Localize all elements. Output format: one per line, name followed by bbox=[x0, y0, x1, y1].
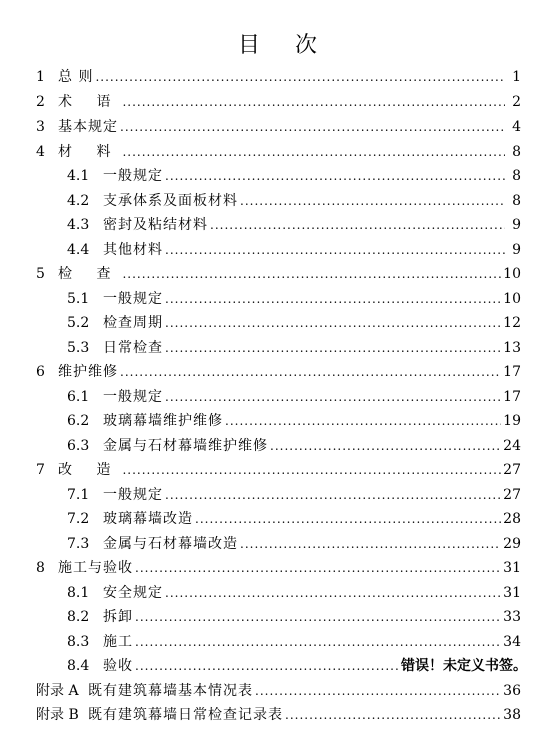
toc-entry-number: 6.1 bbox=[67, 389, 90, 405]
toc-entry-number: 7.3 bbox=[67, 536, 90, 552]
toc-entry-title: 一般规定 bbox=[103, 168, 163, 184]
toc-entry-page: 28 bbox=[503, 511, 521, 527]
toc-entry-number: 附录 B bbox=[36, 707, 79, 723]
toc-entry-number: 1 bbox=[36, 69, 45, 85]
leader-dots bbox=[135, 632, 501, 652]
toc-entry-title: 既有建筑幕墙日常检查记录表 bbox=[88, 707, 283, 723]
toc-entry-page: 12 bbox=[503, 315, 521, 331]
toc-entry[interactable] bbox=[36, 705, 521, 725]
toc-entry-title: 其他材料 bbox=[103, 242, 163, 258]
leader-dots bbox=[122, 460, 501, 480]
toc-entry-title: 拆卸 bbox=[103, 609, 133, 625]
toc-entry-page: 34 bbox=[503, 634, 521, 650]
toc-entry-number: 8.3 bbox=[67, 634, 90, 650]
leader-dots bbox=[225, 411, 501, 431]
toc-entry-page: 31 bbox=[503, 585, 521, 601]
toc-entry[interactable] bbox=[36, 558, 521, 578]
toc-entry-page: 19 bbox=[503, 413, 521, 429]
toc-entry-number: 4.1 bbox=[67, 168, 90, 184]
toc-entry-title: 基本规定 bbox=[58, 119, 118, 135]
leader-dots bbox=[240, 534, 501, 554]
toc-entry-page: 36 bbox=[503, 683, 521, 699]
toc-entry-number: 6.3 bbox=[67, 438, 90, 454]
leader-dots bbox=[285, 705, 501, 725]
leader-dots bbox=[270, 436, 501, 456]
toc-entry[interactable] bbox=[36, 264, 521, 284]
toc-entry[interactable] bbox=[67, 313, 521, 333]
toc-entry-number: 7.2 bbox=[67, 511, 90, 527]
leader-dots bbox=[120, 362, 501, 382]
leader-dots bbox=[255, 681, 501, 701]
toc-entry-number: 5.1 bbox=[67, 291, 90, 307]
toc-entry[interactable] bbox=[67, 338, 521, 358]
leader-dots bbox=[120, 117, 505, 137]
leader-dots bbox=[165, 240, 505, 260]
toc-entry-page: 24 bbox=[503, 438, 521, 454]
toc-entry-title: 一般规定 bbox=[103, 291, 163, 307]
toc-entry-number: 附录 A bbox=[36, 683, 79, 699]
toc-entry-number: 6 bbox=[36, 364, 45, 380]
toc-entry[interactable] bbox=[36, 117, 521, 137]
toc-entry-title: 金属与石材幕墙改造 bbox=[103, 536, 238, 552]
leader-dots bbox=[165, 313, 501, 333]
toc-entry-number: 4.4 bbox=[67, 242, 90, 258]
toc-entry-number: 7.1 bbox=[67, 487, 90, 503]
toc-entry-title: 总 则 bbox=[58, 69, 94, 85]
toc-entry-number: 6.2 bbox=[67, 413, 90, 429]
toc-entry-number: 8.1 bbox=[67, 585, 90, 601]
toc-entry-number: 2 bbox=[36, 94, 45, 110]
toc-entry-number: 4.2 bbox=[67, 193, 90, 209]
toc-entry[interactable] bbox=[36, 92, 521, 112]
toc-entry-page: 4 bbox=[512, 119, 521, 135]
toc-entry-title: 密封及粘结材料 bbox=[103, 217, 208, 233]
toc-entry-title: 检查周期 bbox=[103, 315, 163, 331]
toc-entry-title: 一般规定 bbox=[103, 389, 163, 405]
toc-entry[interactable] bbox=[67, 656, 527, 676]
toc-entry-title: 安全规定 bbox=[103, 585, 163, 601]
toc-entry-page: 8 bbox=[512, 193, 521, 209]
toc-entry-title: 一般规定 bbox=[103, 487, 163, 503]
toc-entry-title: 日常检查 bbox=[103, 340, 163, 356]
toc-entry-page: 8 bbox=[512, 144, 521, 160]
toc-entry[interactable] bbox=[36, 67, 521, 87]
leader-dots bbox=[165, 485, 501, 505]
toc-entry-page: 17 bbox=[503, 364, 521, 380]
toc-entry-title: 玻璃幕墙改造 bbox=[103, 511, 193, 527]
toc-entry-page: 38 bbox=[503, 707, 521, 723]
toc-entry-number: 4.3 bbox=[67, 217, 90, 233]
toc-entry-title: 玻璃幕墙维护维修 bbox=[103, 413, 223, 429]
toc-entry-page: 10 bbox=[503, 291, 521, 307]
toc-entry-page: 9 bbox=[512, 217, 521, 233]
leader-dots bbox=[122, 92, 505, 112]
toc-entry[interactable] bbox=[67, 436, 521, 456]
leader-dots bbox=[165, 166, 505, 186]
toc-entry[interactable] bbox=[67, 289, 521, 309]
leader-dots bbox=[165, 289, 501, 309]
page-title: 目 次 bbox=[238, 33, 331, 58]
toc-entry[interactable] bbox=[36, 681, 521, 701]
toc-entry-page: 29 bbox=[503, 536, 521, 552]
toc-entry-title: 支承体系及面板材料 bbox=[103, 193, 238, 209]
toc-entry[interactable] bbox=[67, 240, 521, 260]
toc-entry-page: 2 bbox=[512, 94, 521, 110]
toc-entry-page: 27 bbox=[503, 462, 521, 478]
leader-dots bbox=[122, 142, 505, 162]
toc-entry-number: 5 bbox=[36, 266, 45, 282]
toc-entry-page: 10 bbox=[503, 266, 521, 282]
toc-entry-number: 3 bbox=[36, 119, 45, 135]
toc-entry-number: 4 bbox=[36, 144, 45, 160]
toc-entry-page: 31 bbox=[503, 560, 521, 576]
leader-dots bbox=[165, 338, 501, 358]
leader-dots bbox=[210, 215, 505, 235]
leader-dots bbox=[95, 67, 505, 87]
toc-entry[interactable] bbox=[67, 215, 521, 235]
toc-entry-title: 验收 bbox=[103, 658, 133, 674]
toc-entry-title: 金属与石材幕墙维护维修 bbox=[103, 438, 268, 454]
toc-entry-number: 7 bbox=[36, 462, 45, 478]
toc-entry[interactable] bbox=[67, 607, 521, 627]
toc-entry[interactable] bbox=[67, 191, 521, 211]
toc-entry-number: 5.2 bbox=[67, 315, 90, 331]
toc-entry[interactable] bbox=[67, 166, 521, 186]
toc-entry-page: 27 bbox=[503, 487, 521, 503]
toc-entry[interactable] bbox=[67, 485, 521, 505]
leader-dots bbox=[135, 558, 501, 578]
toc-entry[interactable] bbox=[67, 509, 521, 529]
toc-entry-page: 13 bbox=[503, 340, 521, 356]
toc-entry[interactable] bbox=[36, 142, 521, 162]
toc-entry[interactable] bbox=[67, 583, 521, 603]
toc-entry[interactable] bbox=[36, 362, 521, 382]
toc-entry-title: 维护维修 bbox=[58, 364, 118, 380]
toc-entry-number: 8 bbox=[36, 560, 45, 576]
toc-entry[interactable] bbox=[36, 460, 521, 480]
toc-entry-number: 8.2 bbox=[67, 609, 90, 625]
toc-entry-title: 施工 bbox=[103, 634, 133, 650]
bookmark-error-text: 错误！未定义书签。 bbox=[401, 658, 527, 674]
toc-entry[interactable] bbox=[67, 632, 521, 652]
toc-entry-page: 1 bbox=[512, 69, 521, 85]
toc-entry-title: 材 料 bbox=[58, 144, 121, 160]
toc-entry[interactable] bbox=[67, 534, 521, 554]
leader-dots bbox=[135, 656, 399, 676]
toc-entry-title: 既有建筑幕墙基本情况表 bbox=[88, 683, 253, 699]
leader-dots bbox=[135, 607, 501, 627]
toc-entry-title: 施工与验收 bbox=[58, 560, 133, 576]
leader-dots bbox=[122, 264, 501, 284]
toc-entry-page: 17 bbox=[503, 389, 521, 405]
toc-entry-title: 术 语 bbox=[58, 94, 121, 110]
toc-entry-page: 33 bbox=[503, 609, 521, 625]
leader-dots bbox=[165, 387, 501, 407]
leader-dots bbox=[195, 509, 501, 529]
toc-entry[interactable] bbox=[67, 411, 521, 431]
toc-entry[interactable] bbox=[67, 387, 521, 407]
toc-entry-page: 8 bbox=[512, 168, 521, 184]
toc-entry-number: 8.4 bbox=[67, 658, 90, 674]
toc-entry-title: 改 造 bbox=[58, 462, 121, 478]
toc-entry-number: 5.3 bbox=[67, 340, 90, 356]
leader-dots bbox=[240, 191, 505, 211]
leader-dots bbox=[165, 583, 501, 603]
toc-entry-title: 检 查 bbox=[58, 266, 121, 282]
toc-entry-page: 9 bbox=[512, 242, 521, 258]
